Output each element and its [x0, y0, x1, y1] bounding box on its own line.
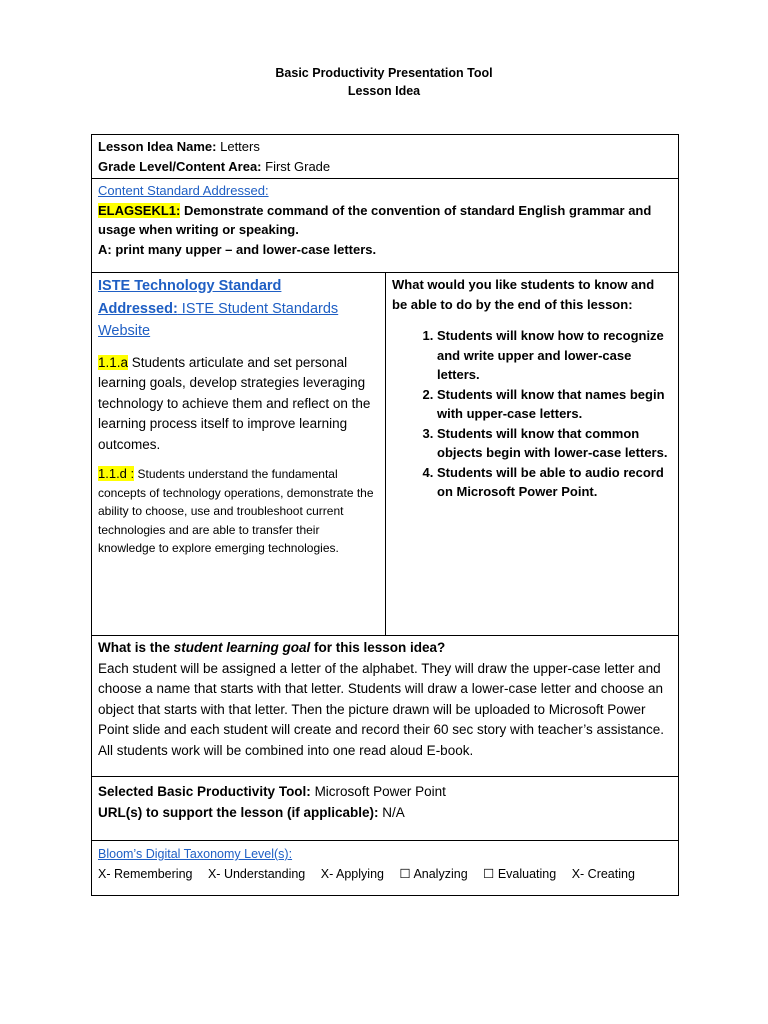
objectives-question: What would you like students to know and be able to do by the end of this lesson:: [392, 277, 655, 312]
learning-goal-question: [98, 638, 672, 659]
iste-cell: [92, 273, 386, 636]
iste-standards-link[interactable]: ISTE Student Standards Website: [98, 300, 339, 339]
document-subtitle: Lesson Idea: [347, 84, 421, 98]
content-standard-text: [98, 201, 672, 240]
selected-tool: [98, 782, 672, 803]
bloom-heading: Bloom’s Digital Taxonomy Level(s):: [98, 847, 293, 861]
bloom-level: X- Creating: [571, 866, 635, 881]
objective-item: 2. Students will know that names begin with upper-case letters.: [437, 385, 672, 424]
bloom-level: X- Understanding: [207, 866, 306, 881]
bloom-level: ☐ Evaluating: [483, 866, 557, 881]
goal-q-post: for this lesson idea?: [310, 640, 446, 655]
bloom-level: X- Remembering: [98, 866, 193, 881]
standard-subitem: A: print many upper – and lower-case letters.: [98, 241, 377, 257]
iste-standard-1-code: 1.1.a: [98, 354, 129, 370]
objectives-cell: [386, 273, 679, 636]
urls: [98, 803, 672, 824]
grade-level-label: Grade Level/Content Area:: [98, 158, 262, 174]
iste-standard-2-code: 1.1.d :: [98, 466, 135, 481]
iste-heading-text: ISTE Technology Standard: [98, 278, 282, 294]
iste-addressed-label: Addressed:: [98, 300, 178, 317]
document-title: Basic Productivity Presentation Tool: [275, 66, 493, 80]
bloom-level: X- Applying: [320, 866, 384, 881]
content-standard-row: [92, 179, 679, 273]
objective-item: 1. Students will know how to recognize and write upper and lower-case letters.: [437, 326, 672, 385]
learning-goal-row: [92, 636, 679, 777]
learning-goal-text: Each student will be assigned a letter of the alphabet. They will draw the upper-case letter and choose a name that starts with that letter. Students will draw a lower-case letter and choose an object that starts with that letter. Then the picture drawn will be uploaded to Microsoft Power Point slide and each student will create and record their 60 sec story with teacher’s assistance. All students work will be combined into one read aloud E-book.: [98, 660, 665, 758]
grade-level: [98, 157, 672, 177]
goal-q-pre: What is the: [98, 640, 174, 655]
standard-description: Demonstrate command of the convention of standard English grammar and usage when writing or speaking.: [98, 202, 652, 237]
urls-value: N/A: [378, 804, 405, 820]
bloom-row: [92, 841, 679, 896]
lesson-name-value: Letters: [216, 139, 260, 154]
lesson-name: [98, 137, 672, 157]
iste-standard-2-text: Students understand the fundamental concepts of technology operations, demonstrate the ability to choose, use and troubleshoot current technologies and are able to transfer their knowledge to explore emerging technologies.: [98, 467, 374, 555]
standards-objectives-row: [92, 273, 679, 636]
iste-heading: [98, 275, 379, 343]
grade-level-value: First Grade: [261, 158, 331, 174]
objective-item: 4. Students will be able to audio record on Microsoft Power Point.: [437, 463, 672, 502]
objective-item: 3. Students will know that common objects begin with lower-case letters.: [437, 424, 672, 463]
bloom-level: ☐ Analyzing: [399, 866, 468, 881]
lesson-table: [91, 134, 679, 896]
goal-q-emphasis: student learning goal: [173, 640, 311, 655]
selected-tool-value: Microsoft Power Point: [310, 784, 446, 799]
lesson-name-label: Lesson Idea Name:: [98, 139, 217, 154]
standard-code: ELAGSEKL1:: [98, 202, 181, 218]
content-standard-heading: Content Standard Addressed:: [98, 183, 269, 198]
urls-label: URL(s) to support the lesson (if applicable):: [98, 804, 379, 820]
objectives-list: [392, 326, 672, 502]
tool-row: [92, 777, 679, 841]
iste-standard-1-text: Students articulate and set personal learning goals, develop strategies leveraging technology to achieve them and reflect on the learning process itself to improve learning outcomes.: [98, 354, 371, 452]
lesson-info-row: [92, 135, 679, 179]
iste-standard-1: [98, 353, 379, 456]
selected-tool-label: Selected Basic Productivity Tool:: [98, 784, 311, 799]
iste-standard-2: [98, 465, 379, 558]
bloom-levels: [98, 865, 672, 885]
